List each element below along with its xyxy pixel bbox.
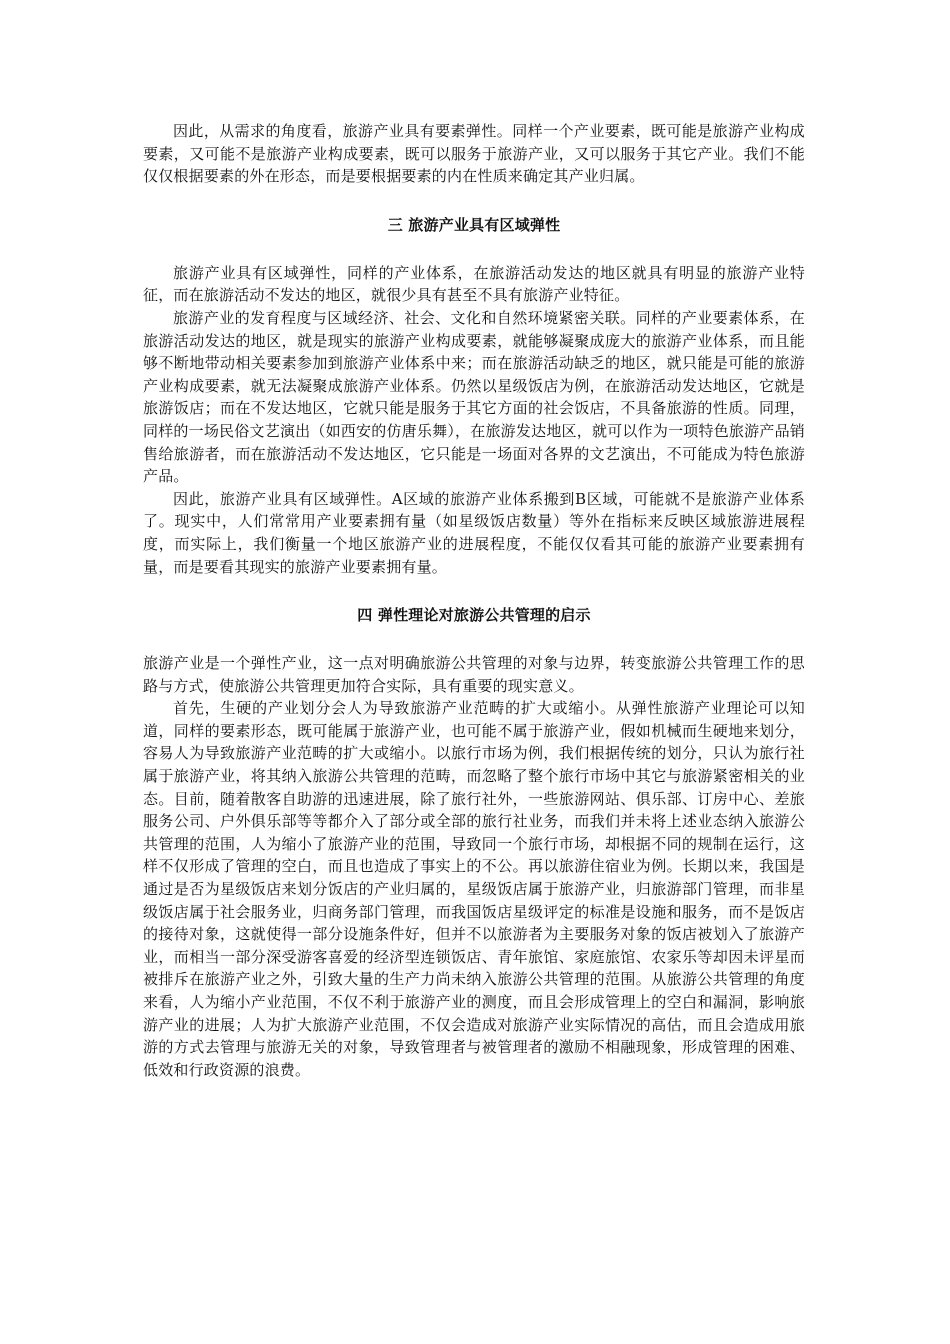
paragraph-intro-1: 因此，从需求的角度看，旅游产业具有要素弹性。同样一个产业要素，既可能是旅游产业构成要素，又可能不是旅游产业构成要素，既可以服务于旅游产业，又可以服务于其它产业。我们不能仅仅根据要素的外在形态，而是要根据要素的内在性质来确定其产业归属。 bbox=[143, 122, 805, 186]
section-heading-3: 三 旅游产业具有区域弹性 bbox=[387, 215, 561, 234]
paragraph-s3-3: 因此，旅游产业具有区域弹性。A区域的旅游产业体系搬到B区域，可能就不是旅游产业体系了。现实中，人们常常用产业要素拥有量（如星级饭店数量）等外在指标来反映区域旅游进展程度，而实际上，我们衡量一个地区旅游产业的进展程度，不能仅仅看其可能的旅游产业要素拥有量，而是要看其现实的旅游产业要素拥有量。 bbox=[143, 489, 805, 576]
paragraph-s4-1: 旅游产业是一个弹性产业，这一点对明确旅游公共管理的对象与边界，转变旅游公共管理工作的思路与方式，使旅游公共管理更加符合实际，具有重要的现实意义。 bbox=[143, 654, 805, 695]
paragraph-s4-2: 首先，生硬的产业划分会人为导致旅游产业范畴的扩大或缩小。从弹性旅游产业理论可以知道，同样的要素形态，既可能属于旅游产业，也可能不属于旅游产业，假如机械而生硬地来划分，容易人为导致旅游产业范畴的扩大或缩小。以旅行市场为例，我们根据传统的划分，只认为旅行社属于旅游产业，将其纳入旅游公共管理的范畴，而忽略了整个旅行市场中其它与旅游紧密相关的业态。目前，随着散客自助游的迅速进展，除了旅行社外，一些旅游网站、俱乐部、订房中心、差旅服务公司、户外俱乐部等等都介入了部分或全部的旅行社业务，而我们并未将上述业态纳入旅游公共管理的范围，人为缩小了旅游产业的范围，导致同一个旅行市场，却根据不同的规制在运行，这样不仅形成了管理的空白，而且也造成了事实上的不公。再以旅游住宿业为例。长期以来，我国是通过是否为星级饭店来划分饭店的产业归属的，星级饭店属于旅游产业，归旅游部门管理，而非星级饭店属于社会服务业，归商务部门管理，而我国饭店星级评定的标准是设施和服务，而不是饭店的接待对象，这就使得一部分设施条件好，但并不以旅游者为主要服务对象的饭店被划入了旅游产业，而相当一部分深受游客喜爱的经济型连锁饭店、青年旅馆、家庭旅馆、农家乐等却因未评星而被排斥在旅游产业之外，引致大量的生产力尚未纳入旅游公共管理的范围。从旅游公共管理的角度来看，人为缩小产业范围，不仅不利于旅游产业的测度，而且会形成管理上的空白和漏洞，影响旅游产业的进展；人为扩大旅游产业范围，不仅会造成对旅游产业实际情况的高估，而且会造成用旅游的方式去管理与旅游无关的对象，导致管理者与被管理者的激励不相融现象，形成管理的困难、低效和行政资源的浪费。 bbox=[143, 699, 805, 1079]
paragraph-s3-2: 旅游产业的发育程度与区域经济、社会、文化和自然环境紧密关联。同样的产业要素体系，在旅游活动发达的地区，就是现实的旅游产业构成要素，就能够凝聚成庞大的旅游产业体系，而且能够不断地带动相关要素参加到旅游产业体系中来；而在旅游活动缺乏的地区，就只能是可能的旅游产业构成要素，就无法凝聚成旅游产业体系。仍然以星级饭店为例，在旅游活动发达地区，它就是旅游饭店；而在不发达地区，它就只能是服务于其它方面的社会饭店，不具备旅游的性质。同理，同样的一场民俗文艺演出（如西安的仿唐乐舞），在旅游发达地区，就可以作为一项特色旅游产品销售给旅游者，而在旅游活动不发达地区，它只能是一场面对各界的文艺演出，不可能成为特色旅游产品。 bbox=[143, 308, 805, 486]
paragraph-s3-1: 旅游产业具有区域弹性，同样的产业体系，在旅游活动发达的地区就具有明显的旅游产业特征，而在旅游活动不发达的地区，就很少具有甚至不具有旅游产业特征。 bbox=[143, 263, 805, 305]
section-heading-4: 四 弹性理论对旅游公共管理的启示 bbox=[357, 606, 591, 625]
document-page bbox=[143, 120, 805, 1081]
